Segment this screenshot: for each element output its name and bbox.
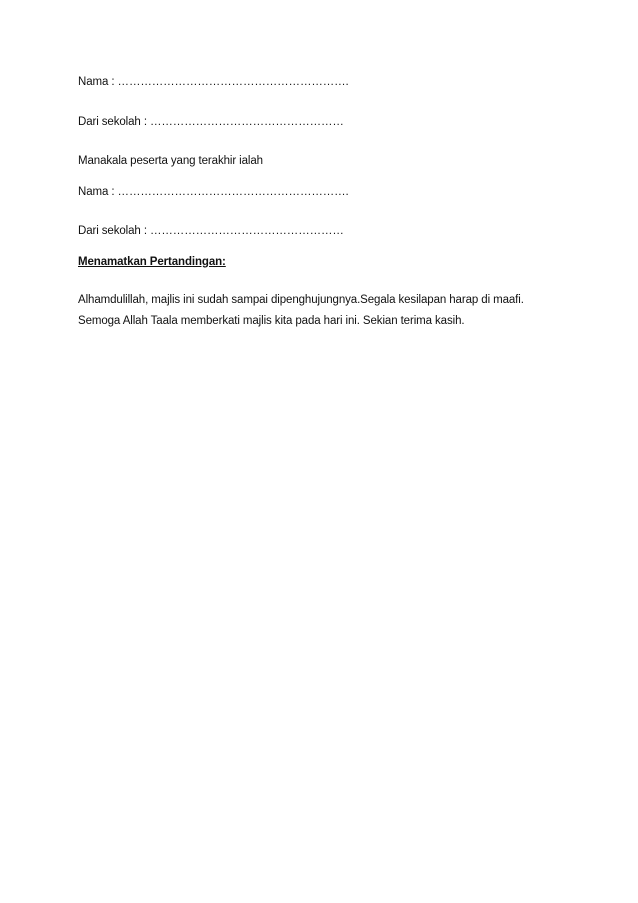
- closing-paragraph-line-2: Semoga Allah Taala memberkati majlis kita pada hari ini. Sekian terima kasih.: [78, 315, 465, 327]
- participant-name-line-2: Nama : …………………………………………………….: [78, 186, 349, 198]
- last-participant-intro: Manakala peserta yang terakhir ialah: [78, 155, 263, 167]
- section-heading: Menamatkan Pertandingan:: [78, 256, 226, 268]
- participant-school-line-1: Dari sekolah : ……………………………………………: [78, 116, 344, 128]
- closing-paragraph-line-1: Alhamdulillah, majlis ini sudah sampai dipenghujungnya.Segala kesilapan harap di maafi.: [78, 294, 524, 306]
- participant-school-line-2: Dari sekolah : ……………………………………………: [78, 225, 344, 237]
- participant-name-line-1: Nama : …………………………………………………….: [78, 76, 349, 88]
